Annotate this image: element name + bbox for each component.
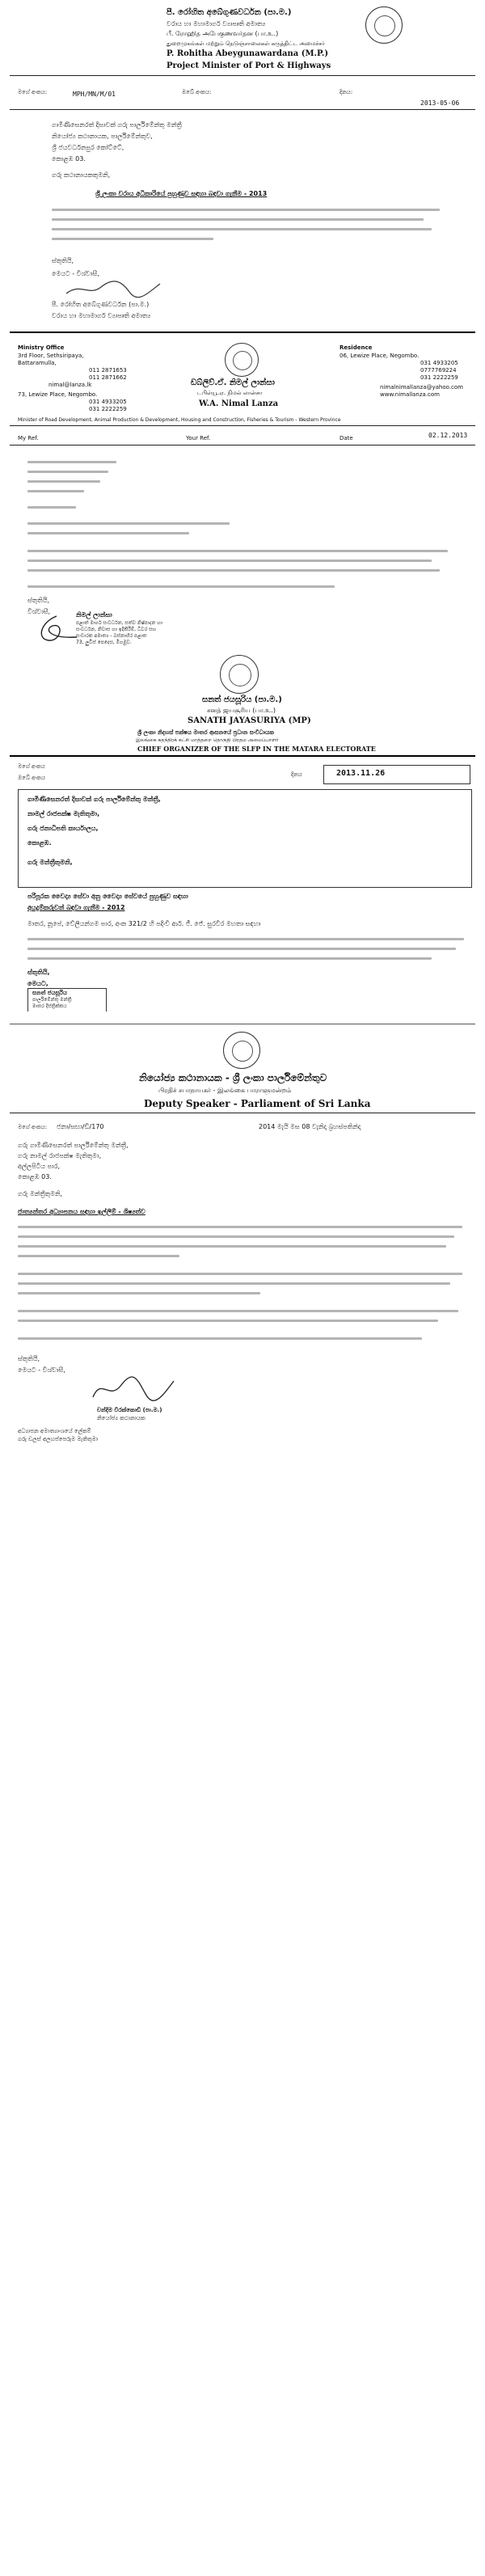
residence-web: www.nimallanza.com: [380, 391, 441, 398]
signer-title: නියෝජ්‍ය කථානායක: [97, 1415, 146, 1421]
date-label: දිනය:: [340, 89, 353, 95]
addressee-line-2: නාමල් රාජපක්ෂ මැතිතුමා,: [27, 810, 100, 817]
date-label: දිනය: [291, 771, 302, 778]
stamp-line-2: පළාත් මාර්ග සංවර්ධන, සත්ව නිෂ්පාදන හා: [76, 620, 162, 626]
letter-4: [0, 1020, 485, 2576]
ministry-fax: 011 2871662: [89, 374, 127, 381]
signature-icon: [32, 614, 81, 644]
addressee-line-1: ගරු ගාමිණීසෙනරත් පාර්ලිමේන්තු මන්ත්‍රී,: [18, 1142, 129, 1149]
letter-1: [0, 0, 485, 336]
ministry-address-2: Battaramulla,: [18, 360, 57, 366]
signature-label: විශ්වාසී,: [27, 608, 51, 615]
residence-email: nimalnimallanza@yahoo.com: [380, 384, 463, 391]
salutation: ගරු කථානායකතුමනි,: [52, 171, 111, 179]
closing-2: මෙයට - විශ්වාසී,: [52, 270, 99, 277]
residence-mobile: 0777769224: [420, 367, 457, 374]
header-name-sinhala: පී. රෝහිත අබේගුණවර්ධන (පා.ම.): [167, 8, 292, 17]
addressee-line-3: අල්ලපිටිය පාර,: [18, 1163, 61, 1170]
subject-line-2: අයදුම්කරුවන් බඳවා ගැනීම - 2012: [27, 904, 125, 911]
stamp-line-5: 73, ලුවිස් පෙදෙස, මීගමුව.: [76, 640, 132, 645]
salutation: ගරු මන්ත්‍රීතුමනි,: [18, 1190, 62, 1197]
office2-fax: 031 2222259: [89, 406, 127, 412]
national-crest-icon: [225, 343, 259, 377]
name-english: SANATH JAYASURIYA (MP): [188, 716, 311, 725]
addressee-line-3: ගරු ජනාධිපති කාර්යාලය,: [27, 825, 99, 832]
org-tamil: இலங்கை சுதந்திரக் கட்சி மாத்தறை தொகுதி பிரதம அமைப்பாளர்: [136, 737, 279, 743]
header-title-tamil: துறைமுகங்கள் மற்றும் நெடுஞ்சாலைகள் கருத்திட்ட அமைச்சர்: [167, 40, 325, 47]
signature-icon: [89, 1373, 178, 1405]
salutation: ගරු මන්ත්‍රීතුමනි,: [27, 859, 73, 866]
header-name-tamil: பீ. ரோஹித அபேகுணவர்தன (பா.உ.): [167, 30, 279, 37]
ministry-address-1: 3rd Floor, Sethsiripaya,: [18, 353, 84, 359]
addressee-line-1: ගාමිණීසෙනරත් දිසාවක් ගරු පාර්ලිමේන්තු මන්ත්‍රී,: [27, 796, 161, 803]
signer-title: වරාය හා මහාමාර්ග ව්‍යාපෘති අමාත්‍ය: [52, 312, 151, 319]
header-title-sinhala: වරාය හා මහාමාර්ග ව්‍යාපෘති අමාත්‍ය: [167, 20, 266, 27]
subject: ජාත්‍යන්තර අධ්‍යාපනය සඳහා ඉල්ලීම් - ශිෂ්‍යත්ව: [18, 1208, 146, 1215]
closing-2: මෙයට - විශ්වාසී,: [18, 1366, 65, 1374]
ministry-office-label: Ministry Office: [18, 344, 65, 351]
signer-name: චන්දිම වීරක්කොඩි (පා.ම.): [97, 1407, 162, 1413]
national-crest-icon: [365, 6, 403, 44]
header-title-english: Project Minister of Port & Highways: [167, 61, 331, 70]
addressee-box: [18, 789, 472, 888]
my-ref-label: මගේ අංකය:: [18, 1124, 48, 1130]
your-ref-label: Your Ref.: [186, 435, 211, 441]
closing: ස්තුතියි,: [27, 597, 50, 604]
subject: ශ්‍රී ලංකා වරාය අධිකාරියේ පුහුණුව සඳහා බඳවා ගැනීම - 2013: [95, 190, 268, 197]
title-sinhala: නියෝජ්‍ය කථානායක - ශ්‍රී ලංකා පාර්ලිමේන්තුව: [139, 1072, 327, 1083]
body-line-1: මාතර, නූපේ, වේලියන්ගම පාර, අංක 321/2 හි පදිංචි ආර්. ජී. ජේ. සුරවීර මහතා සඳහා: [27, 920, 261, 927]
header-name-english: P. Rohitha Abeygunawardana (M.P.): [167, 49, 329, 58]
letter-2: [0, 340, 485, 647]
closing-1: ස්තුතියි,: [18, 1355, 40, 1362]
your-ref-label: ඔබේ අංකය:: [182, 89, 212, 95]
letter-3: [0, 652, 485, 1011]
name-sinhala: ඩබ්ලිව්.ඒ. නිමල් ලාන්සා: [191, 378, 275, 387]
my-ref-value: MPH/MN/M/01: [73, 91, 116, 98]
ministry-description: Minister of Road Development, Animal Production & Development, Housing and Construction, Fisheries & Tourism - Western Province: [18, 417, 341, 423]
residence-fax: 031 2222259: [420, 374, 458, 381]
residence-address: 06, Lewize Place, Negombo.: [340, 353, 420, 359]
cc-line-1: අධ්‍යාපන අමාත්‍යාංශයේ ලේකම්: [18, 1428, 91, 1434]
date-label: Date: [340, 435, 353, 441]
title-tamil: பிரதிச் சபாநாயகர் - இலங்கை பாராளுமன்றம்: [158, 1087, 292, 1094]
stamp-name: නිමල් ලාන්සා: [76, 611, 112, 619]
party-emblem-icon: [220, 655, 259, 694]
addressee-line-2: ගරු නාමල් රාජපක්ෂ මැතිතුමා,: [18, 1152, 102, 1159]
date-value: 2014 මැයි මස 08 වැනිදා බ්‍රහස්පතින්දා: [259, 1123, 361, 1130]
my-ref-label: මගේ අංකය: [18, 763, 45, 770]
closing-2: මෙයට,: [27, 980, 48, 987]
office2-tel: 031 4933205: [89, 399, 127, 405]
addressee-line-3: ශ්‍රී ජයවර්ධනපුර කෝට්ටේ,: [52, 144, 124, 151]
addressee-line-1: ගාමිණිසෙනරත් දිසාවක් ගරු පාර්ලිමේන්තු මන්ත්‍රී: [52, 121, 182, 129]
office2-address: 73, Lewize Place, Negombo.: [18, 391, 98, 398]
addressee-line-4: කොළඹ.: [27, 839, 52, 847]
name-tamil: டபிள்யூ.ஏ. நிமல் லான்சா: [197, 390, 263, 396]
date-value: 02.12.2013: [428, 432, 468, 439]
ministry-tel: 011 2871653: [89, 367, 127, 374]
stamp-line-3: මාතර දිස්ත්‍රික්කය: [32, 1003, 67, 1009]
my-ref-label: මගේ අංකය:: [18, 89, 48, 95]
stamp-name: සනත් ජයසූරිය: [32, 990, 67, 996]
ministry-email: nimal@lanza.lk: [48, 382, 92, 388]
title-english: Deputy Speaker - Parliament of Sri Lanka: [144, 1098, 371, 1109]
org-sinhala: ශ්‍රී ලංකා නිදහස් පක්ෂය මාතර ආසනයේ ප්‍රධාන සංවිධායක: [137, 729, 274, 736]
date-value: 2013.11.26: [336, 769, 386, 778]
org-english: CHIEF ORGANIZER OF THE SLFP IN THE MATARA ELECTORATE: [137, 745, 376, 753]
addressee-line-4: කොළඹ 03.: [52, 155, 86, 163]
stamp-line-2: පාර්ලිමේන්තු මන්ත්‍රී: [32, 997, 72, 1003]
name-sinhala: සනත් ජයසූරිය (පා.ම.): [202, 695, 282, 704]
residence-tel: 031 4933205: [420, 360, 458, 366]
cc-line-2: ගරු ඩලස් අලහප්පෙරුම මැතිතුමා: [18, 1436, 99, 1442]
addressee-line-4: කොළඹ 03.: [18, 1173, 52, 1180]
signature-icon: [65, 279, 162, 298]
my-ref-value: ජනා/සභා/ඩී/170: [57, 1123, 104, 1130]
subject-line-1: පරිපූරක වෛද්‍ය සේවා අනු වෛද්‍ය සේවයේ පුහුණුව සඳහා: [27, 893, 188, 900]
my-ref-label: My Ref.: [18, 435, 39, 441]
stamp-line-4: සංචාරක අමාත්‍ය - බස්නාහිර පළාත: [76, 633, 147, 639]
your-ref-label: ඔබේ අංකය: [18, 775, 45, 781]
addressee-line-2: නියෝජ්‍ය කථානායක, පාර්ලිමේන්තුව,: [52, 133, 153, 140]
parliament-emblem-icon: [223, 1032, 260, 1069]
date-value: 2013-05-06: [420, 99, 460, 107]
closing-1: ස්තුතියි,: [27, 969, 50, 976]
closing: ස්තුතියි,: [52, 257, 74, 264]
name-tamil: சனத் ஜயசூரிய (பா.உ.): [207, 707, 276, 714]
signer-name: පී. රෝහිත අබේගුණවර්ධන (පා.ම.): [52, 301, 150, 308]
stamp-line-3: සංවර්ධන, නිවාස හා ඉදිකිරීම්, ධීවර සහ: [76, 627, 157, 632]
residence-label: Residence: [340, 344, 373, 351]
name-english: W.A. Nimal Lanza: [199, 399, 279, 408]
